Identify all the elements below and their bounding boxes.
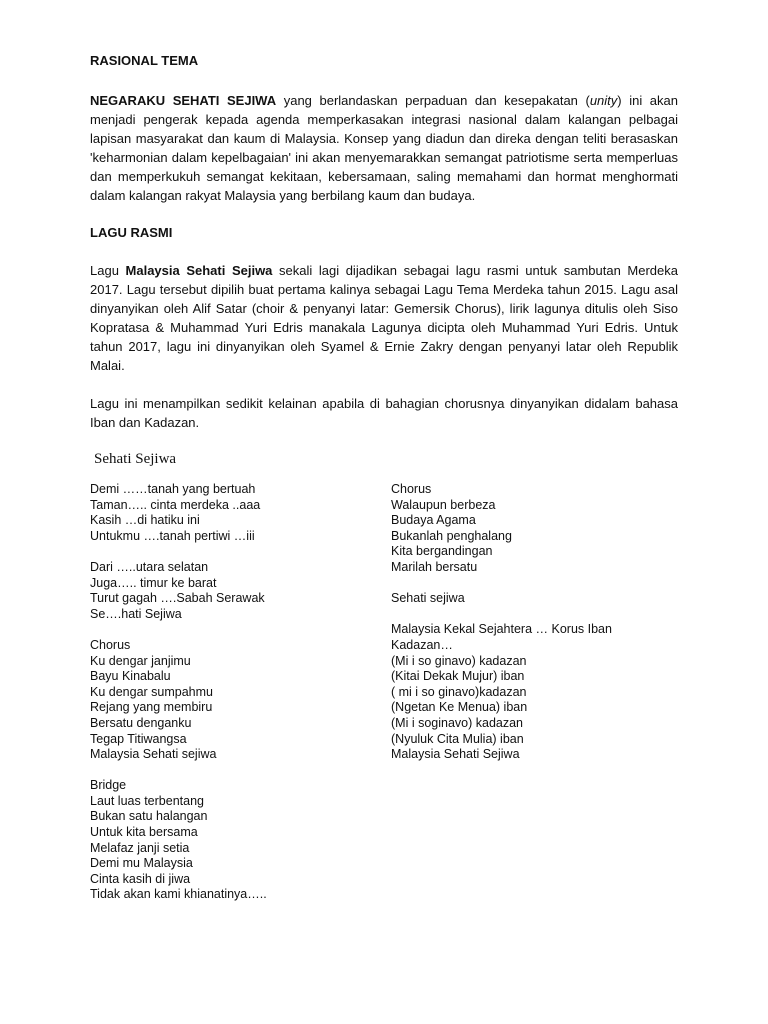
lyric-line: (Mi i so ginavo) kadazan bbox=[391, 653, 527, 668]
lyric-line: Untukmu ….tanah pertiwi …iii bbox=[90, 528, 255, 543]
lyric-line: Bersatu denganku bbox=[90, 715, 192, 730]
unity-word: unity bbox=[589, 93, 618, 108]
lyric-line: (Nyuluk Cita Mulia) iban bbox=[391, 731, 524, 746]
lyric-line: Malaysia Sehati sejiwa bbox=[90, 747, 217, 762]
lyric-line: Juga….. timur ke barat bbox=[90, 575, 217, 590]
lyric-line: Bukan satu halangan bbox=[90, 809, 208, 824]
lyric-line: Bridge bbox=[90, 778, 127, 793]
lyric-line: Ku dengar sumpahmu bbox=[90, 684, 213, 699]
lagu-p1-rest: sekali lagi dijadikan sebagai lagu rasmi untuk sambutan Merdeka 2017. Lagu tersebut dipilih buat pertama kalinya sebagai Lagu Tema Merdeka tahun 2015. Lagu asal dinyanyikan oleh Alif Satar (choir & penyanyi latar: Gemersik Chorus), lirik lagunya ditulis oleh Siso Kopratasa & Muhammad Yuri Edris manakala Lagunya dicipta oleh Muhammad Yuri Edris. Untuk tahun 2017, lagu ini dinyanyikan oleh Syamel & Ernie Zakry dengan penyanyi latar oleh Republik Malai. bbox=[90, 263, 678, 373]
lyric-line: Rejang yang membiru bbox=[90, 700, 213, 715]
lyric-line: Cinta kasih di jiwa bbox=[90, 871, 191, 886]
lyric-line: Bayu Kinabalu bbox=[90, 669, 171, 684]
lagu-paragraph-1 bbox=[90, 261, 678, 375]
lyric-line: Chorus bbox=[90, 637, 131, 652]
lyrics-left-column bbox=[90, 482, 267, 903]
rasional-paragraph bbox=[90, 91, 678, 205]
chorus-2-block bbox=[391, 482, 612, 576]
verse-1 bbox=[90, 482, 267, 544]
lyric-line: Ku dengar janjimu bbox=[90, 653, 191, 668]
lyric-line: Melafaz janji setia bbox=[90, 840, 190, 855]
lyric-line: Turut gagah ….Sabah Serawak bbox=[90, 591, 265, 606]
lyric-line: Demi ……tanah yang bertuah bbox=[90, 482, 256, 496]
lyric-line: Sehati sejiwa bbox=[391, 591, 465, 606]
lyric-line: Demi mu Malaysia bbox=[90, 856, 193, 871]
lyric-line: (Ngetan Ke Menua) iban bbox=[391, 700, 528, 715]
lyric-line: Taman….. cinta merdeka ..aaa bbox=[90, 497, 261, 512]
lyric-line: Marilah bersatu bbox=[391, 559, 478, 574]
lagu-paragraph-2: Lagu ini menampilkan sedikit kelainan apabila di bahagian chorusnya dinyanyikan didalam bahasa Iban dan Kadazan. bbox=[90, 396, 678, 430]
rasional-text-2: ) ini akan menjadi pengerak kepada agenda memperkasakan integrasi nasional dalam kalangan pelbagai lapisan masyarakat dan kaum di Malaysia. Konsep yang diadun dan direka dengan teliti berasaskan 'keharmonian dalam kepelbagaian' ini akan menyemarakkan semangat patriotisme serta memperluas dan memperkukuh semangat kekitaan, kebersamaan, saling memahami dan hormat menghormati dalam kalangan rakyat Malaysia yang berbilang kaum dan budaya. bbox=[90, 93, 679, 203]
lyric-line: (Mi i soginavo) kadazan bbox=[391, 715, 524, 730]
lyric-line: ( mi i so ginavo)kadazan bbox=[391, 684, 527, 699]
lyric-line: Malaysia Kekal Sejahtera … Korus Iban bbox=[391, 622, 612, 637]
lagu-heading: LAGU RASMI bbox=[90, 225, 173, 240]
lyric-line: Se….hati Sejiwa bbox=[90, 606, 182, 621]
rasional-heading: RASIONAL TEMA bbox=[90, 53, 199, 68]
lyric-line: Chorus bbox=[391, 482, 432, 496]
song-name: Malaysia Sehati Sejiwa bbox=[125, 263, 273, 278]
lyric-line: Walaupun berbeza bbox=[391, 497, 496, 512]
lyric-line: Laut luas terbentang bbox=[90, 793, 204, 808]
lagu-p1-start: Lagu bbox=[90, 263, 126, 278]
lyric-line: Bukanlah penghalang bbox=[391, 528, 512, 543]
lyric-line: (Kitai Dekak Mujur) iban bbox=[391, 669, 525, 684]
lyric-line: Untuk kita bersama bbox=[90, 825, 198, 840]
chorus-block bbox=[90, 638, 267, 763]
song-title: Sehati Sejiwa bbox=[94, 451, 177, 467]
lyric-line: Kasih …di hatiku ini bbox=[90, 513, 200, 528]
lyric-line: Budaya Agama bbox=[391, 513, 476, 528]
verse-2 bbox=[90, 560, 267, 622]
lyric-line: Kadazan… bbox=[391, 637, 453, 652]
lyric-line: Dari …..utara selatan bbox=[90, 559, 209, 574]
korus-iban-kadazan-block bbox=[391, 622, 612, 762]
lyric-line: Tegap Titiwangsa bbox=[90, 731, 187, 746]
lyric-line: Kita bergandingan bbox=[391, 544, 493, 559]
rasional-text-1: yang berlandaskan perpaduan dan kesepakatan ( bbox=[276, 93, 590, 108]
lyric-line: Malaysia Sehati Sejiwa bbox=[391, 747, 520, 762]
lyrics-right-column bbox=[391, 482, 612, 763]
lyric-line: Tidak akan kami khianatinya….. bbox=[90, 887, 267, 902]
bridge-block bbox=[90, 778, 267, 903]
sehati-sejiwa-block bbox=[391, 591, 612, 607]
theme-name: NEGARAKU SEHATI SEJIWA bbox=[90, 93, 277, 108]
